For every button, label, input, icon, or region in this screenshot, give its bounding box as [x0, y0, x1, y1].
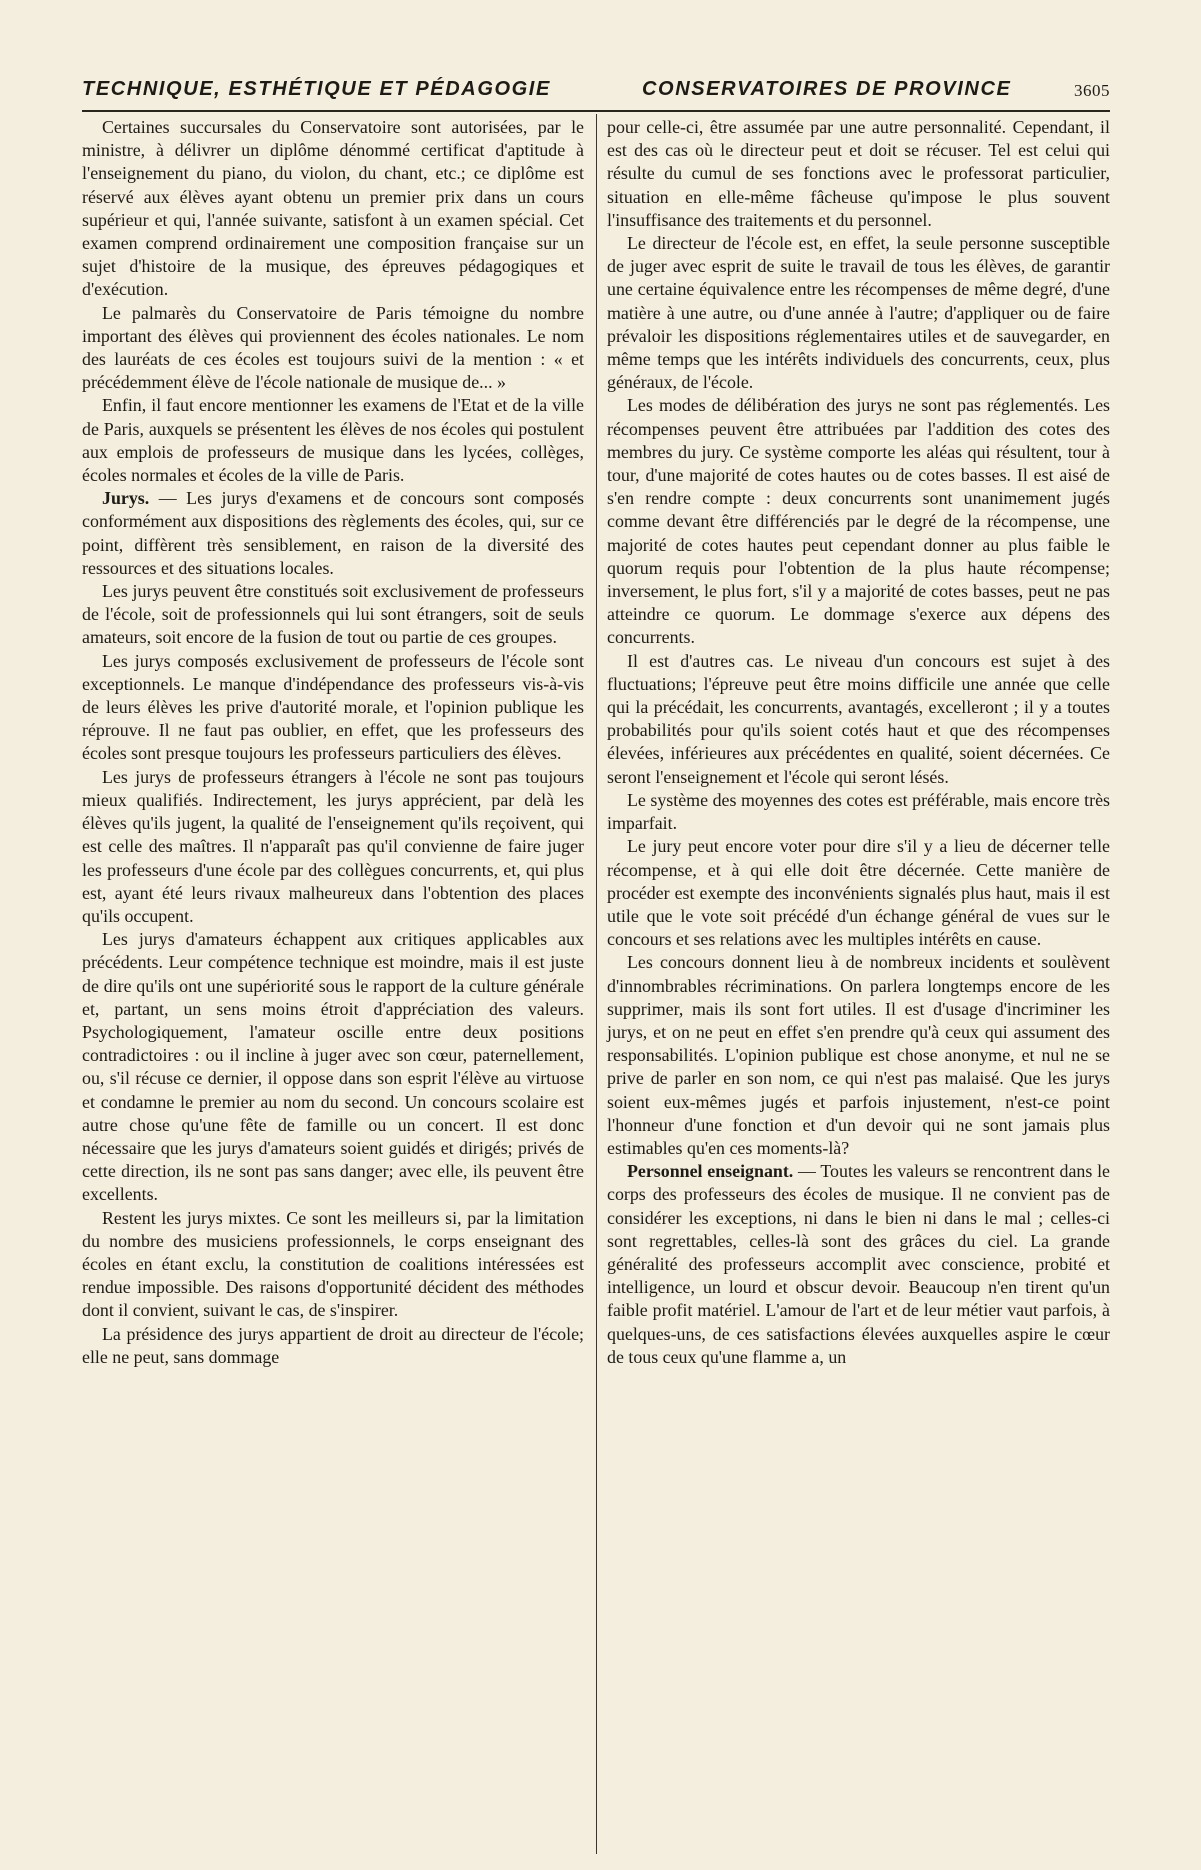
- paragraph: Le palmarès du Conservatoire de Paris témoigne du nombre important des élèves qui proviennent des écoles nationales. Le nom des lauréats de ces écoles est toujours suivi de la mention : « et précédemment élève de l'école nationale de musique de... »: [82, 302, 584, 393]
- section-lead-jurys: Jurys.: [102, 488, 150, 509]
- left-column: [82, 116, 584, 1369]
- paragraph: Certaines succursales du Conservatoire sont autorisées, par le ministre, à délivrer un diplôme dénommé certificat d'aptitude à l'enseignement du piano, du violon, du chant, etc.; ce diplôme est réservé aux élèves ayant obtenu un premier prix dans un cours supérieur et qui, l'année suivante, satisfont à un examen spécial. Cet examen comprend ordinairement une composition française sur un sujet d'histoire de la musique, des épreuves pédagogiques et d'exécution.: [82, 117, 584, 300]
- paragraph: La présidence des jurys appartient de droit au directeur de l'école; elle ne peut, sans dommage: [82, 1323, 584, 1367]
- paragraph: Le système des moyennes des cotes est préférable, mais encore très imparfait.: [607, 789, 1110, 834]
- column-divider: [596, 114, 597, 1854]
- header-left-title: TECHNIQUE, ESTHÉTIQUE ET PÉDAGOGIE: [82, 78, 551, 100]
- header-rule: [82, 110, 1110, 112]
- paragraph: Les modes de délibération des jurys ne sont pas réglementés. Les récompenses peuvent être attribuées par l'addition des cotes des membres du jury. Ce système comporte les aléas qui résultent, tour à tour, d'une majorité de cotes hautes ou de cotes basses. Il est aisé de s'en rendre compte : deux concurrents sont unanimement jugés comme devant être différenciés par le degré de la récompense, une majorité de cotes hautes peut cependant donner au plus faible le quorum requis pour l'obtention de la plus haute récompense; inversement, le plus fort, s'il y a majorité de cotes basses, peut ne pas atteindre ce quorum. Le dommage s'exerce aux dépens des concurrents.: [607, 395, 1110, 648]
- paragraph: Les concours donnent lieu à de nombreux incidents et soulèvent d'innombrables récriminations. On parlera longtemps encore de les supprimer, mais ils sont fort utiles. Il est d'usage d'incriminer les jurys, et on ne peut en effet s'en prendre qu'à ceux qui assument des responsabilités. L'opinion publique est chose anonyme, et nul ne se prive de parler en son nom, ce qui n'est pas malaisé. Que les jurys soient eux-mêmes jugés et parfois injustement, n'est-ce point l'honneur d'une fonction et d'un devoir qui ne sont jamais plus estimables qu'en ces moments-là?: [607, 952, 1110, 1158]
- right-column: [607, 116, 1110, 1369]
- paragraph: Enfin, il faut encore mentionner les examens de l'Etat et de la ville de Paris, auxquels se présentent les élèves de nos écoles qui postulent aux emplois de professeurs de musique dans les lycées, collèges, écoles normales et écoles de la ville de Paris.: [82, 395, 584, 486]
- paragraph: Restent les jurys mixtes. Ce sont les meilleurs si, par la limitation du nombre des musiciens professionnels, le corps enseignant des écoles en étant exclu, la constitution de coalitions intéressées est rendue impossible. Des raisons d'opportunité décident des méthodes dont il convient, suivant le cas, de s'inspirer.: [82, 1207, 584, 1321]
- paragraph: Les jurys de professeurs étrangers à l'école ne sont pas toujours mieux qualifiés. Indirectement, les jurys apprécient, par delà les élèves qu'ils jugent, la qualité de l'enseignement qu'ils reçoivent, qui est celle des maîtres. Il n'apparaît pas qu'il convienne de faire juger les professeurs d'une école par des collègues concurrents, et, qui plus est, ayant été leurs rivaux malheureux dans l'obtention des places qu'ils occupent.: [82, 766, 584, 926]
- paragraph: Les jurys d'amateurs échappent aux critiques applicables aux précédents. Leur compétence technique est moindre, mais il est juste de dire qu'ils ont une supériorité sous le rapport de la culture générale et, partant, un sens moins étroit d'appréciation des valeurs. Psychologiquement, l'amateur oscille entre deux positions contradictoires : ou il incline à juger avec son cœur, paternellement, ou, s'il récuse ce dernier, il oppose dans son esprit l'élève au virtuose et condamne le premier au nom du second. Un concours scolaire est autre chose qu'une fête de famille ou un concert. Il est donc nécessaire que les jurys d'amateurs soient guidés et dirigés; privés de cette direction, ils ne sont pas sans danger; avec elle, ils peuvent être excellents.: [82, 929, 584, 1205]
- paragraph-continued: pour celle-ci, être assumée par une autre personnalité. Cependant, il est des cas où le directeur peut et doit se récuser. Tel est celui qui résulte du cumul de ses fonctions avec le professorat particulier, situation en elle-même fâcheuse qu'impose le plus souvent l'insuffisance des traitements et du personnel.: [607, 117, 1110, 230]
- page-number: 3605: [1074, 81, 1110, 100]
- section-lead-personnel: Personnel enseignant.: [627, 1161, 794, 1182]
- paragraph-personnel-enseignant: Personnel enseignant. — Toutes les valeurs se rencontrent dans le corps des professeurs des écoles de musique. Il ne convient pas de considérer les exceptions, ni dans le bien ni dans le mal ; celles-ci sont regrettables, celles-là sont des grâces du ciel. La grande généralité des professeurs accomplit avec conscience, probité et intelligence, un lourd et obscur devoir. Beaucoup n'en tirent qu'un faible profit matériel. L'amour de l'art et de leur métier vaut parfois, à quelques-uns, de ces satisfactions élevées auxquelles aspire le cœur de tous ceux qu'une flamme a, un: [607, 1161, 1110, 1367]
- running-header: [82, 76, 1110, 110]
- paragraph: Le jury peut encore voter pour dire s'il y a lieu de décerner telle récompense, et à qui elle doit être décernée. Cette manière de procéder est exempte des inconvénients signalés plus haut, mais il est utile que le vote soit précédé d'un échange général de vues sur le concours et ses relations avec les multiples intérêts en cause.: [607, 836, 1110, 950]
- paragraph: Les jurys peuvent être constitués soit exclusivement de professeurs de l'école, soit de professionnels qui lui sont étrangers, soit de seuls amateurs, soit encore de la fusion de tout ou partie de ces groupes.: [82, 581, 584, 648]
- paragraph: Les jurys composés exclusivement de professeurs de l'école sont exceptionnels. Le manque d'indépendance des professeurs vis-à-vis de leurs élèves les prive d'autorité morale, et l'opinion publique les réprouve. Il ne faut pas oublier, en effet, que les professeurs des écoles sont presque toujours les professeurs particuliers des élèves.: [82, 650, 584, 764]
- paragraph: Il est d'autres cas. Le niveau d'un concours est sujet à des fluctuations; l'épreuve peut être moins difficile une année que celle qui la précédait, les concurrents, avantagés, excelleront ; il y a toutes probabilités pour qu'ils soient cotés haut et que des récompenses élevées, inférieures aux précédentes en qualité, soient décernées. Ce seront l'enseignement et l'école qui seront lésés.: [607, 650, 1110, 787]
- paragraph: Le directeur de l'école est, en effet, la seule personne susceptible de juger avec esprit de suite le travail de tous les élèves, de garantir une certaine équivalence entre les récompenses de même degré, d'une matière à une autre, ou d'une année à l'autre; d'appliquer ou de faire prévaloir les dispositions réglementaires utiles et de sauvegarder, en même temps que les intérêts individuels des concurrents, ceux, plus généraux, de l'école.: [607, 233, 1110, 393]
- header-right-title: CONSERVATOIRES DE PROVINCE: [642, 78, 1012, 100]
- paragraph-jurys: Jurys. — Les jurys d'examens et de concours sont composés conformément aux dispositions des règlements des écoles, qui, sur ce point, diffèrent très sensiblement, en raison de la diversité des ressources et des situations locales.: [82, 488, 584, 578]
